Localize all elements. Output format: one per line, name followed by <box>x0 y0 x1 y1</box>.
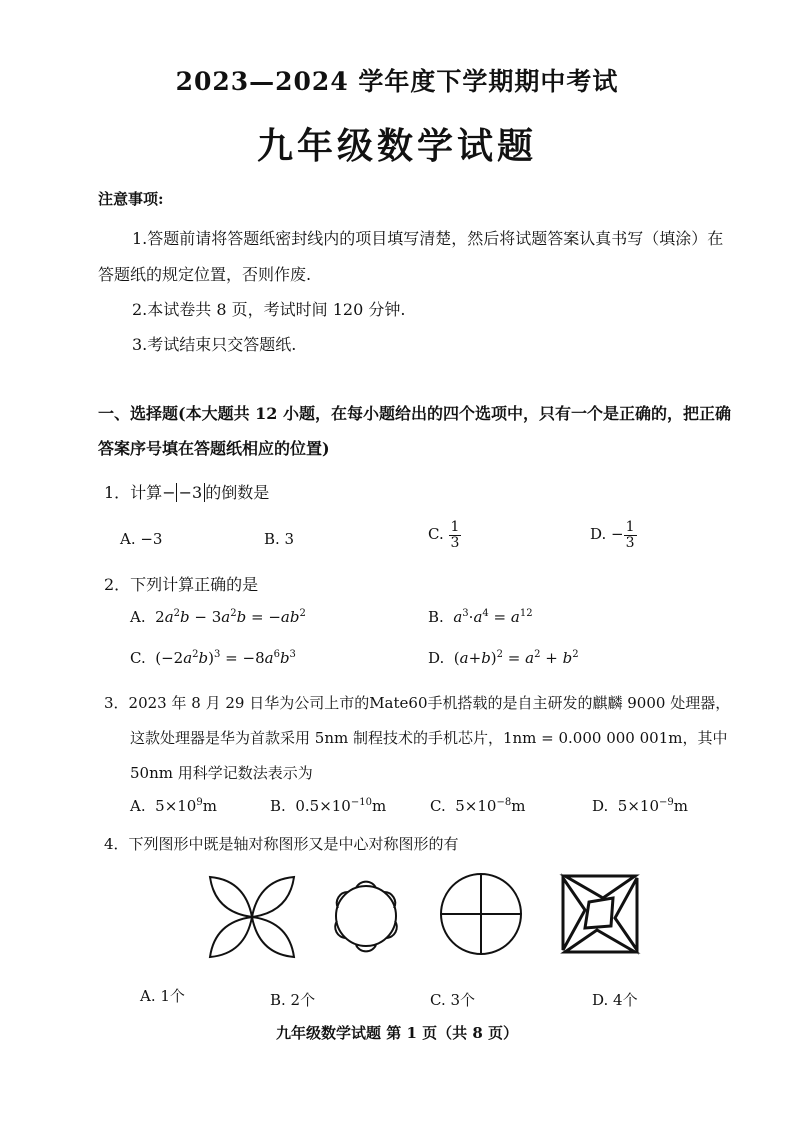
question-2-option-c: C. $(-2a^2b)^3 = -8a^6b^3$ <box>130 649 296 667</box>
pinwheel-figure <box>435 868 527 960</box>
question-1-option-a: A. −3 <box>120 530 163 548</box>
question-3-option-c: C. $5\times 10^{-8}m$ <box>430 797 526 815</box>
exam-title: 2023—2024 学年度下学期期中考试 <box>175 67 619 96</box>
question-3-line-1: 3．2023 年 8 月 29 日华为公司上市的Mate60手机搭载的是自主研发的麒麟 9000 处理器， <box>104 694 731 712</box>
question-4-stem: 4．下列图形中既是轴对称图形又是中心对称图形的有 <box>104 835 459 853</box>
rotated-triangles-figure <box>555 868 645 960</box>
notice-item-3: 3.考试结束只交答题纸. <box>132 335 297 354</box>
question-4-option-d: D. 4个 <box>592 991 638 1009</box>
question-3-option-a: A. $5\times 10^9m$ <box>130 797 217 815</box>
question-4-option-c: C. 3个 <box>430 991 476 1009</box>
scalloped-circle-figure <box>318 866 414 966</box>
question-3-line-2: 这款处理器是华为首款采用 5nm 制程技术的手机芯片，1nm = 0.000 000 001m，其中 <box>130 729 728 747</box>
question-2-option-a: A. $2a^2b - 3a^2b = -ab^2$ <box>130 608 306 626</box>
question-3-line-3: 50nm 用科学记数法表示为 <box>130 764 313 782</box>
question-1-option-b: B. 3 <box>264 530 295 548</box>
notice-heading: 注意事项: <box>98 190 164 208</box>
notice-item-1-line-1: 1.答题前请将答题纸密封线内的项目填写清楚，然后将试题答案认真书写（填涂）在 <box>132 229 724 248</box>
notice-item-2: 2.本试卷共 8 页，考试时间 120 分钟. <box>132 300 406 319</box>
question-3-option-d: D. $5\times 10^{-9}m$ <box>592 797 688 815</box>
question-2-option-d: D. $(a+b)^2 = a^2 + b^2$ <box>428 649 579 667</box>
question-1-option-c: C. $\frac{1}{3}$ <box>428 519 460 551</box>
exam-subtitle: 九年级数学试题 <box>256 125 537 167</box>
fraction: $\frac{1}{3}$ <box>450 519 460 551</box>
section-heading-line-1: 一、选择题(本大题共 12 小题，在每小题给出的四个选项中，只有一个是正确的，把正确 <box>98 404 731 423</box>
question-3-option-b: B. $0.5\times 10^{-10}m$ <box>270 797 387 815</box>
question-1-option-d: D. − $\frac{1}{3}$ <box>590 519 635 551</box>
question-4-option-b: B. 2个 <box>270 991 316 1009</box>
absolute-value: −3 <box>176 483 206 502</box>
notice-item-1-line-2: 答题纸的规定位置，否则作废. <box>98 265 312 284</box>
question-1-stem: 1．计算− −3 的倒数是 <box>104 483 270 502</box>
question-2-stem: 2．下列计算正确的是 <box>104 575 259 594</box>
section-heading-line-2: 答案序号填在答题纸相应的位置) <box>98 439 330 458</box>
page-footer: 九年级数学试题 第 1 页（共 8 页） <box>276 1024 518 1042</box>
four-petal-figure <box>205 872 299 962</box>
question-4-option-a: A. 1个 <box>140 987 185 1005</box>
question-2-option-b: B. $a^3\cdot a^4 = a^{12}$ <box>428 608 533 626</box>
fraction: $\frac{1}{3}$ <box>625 519 635 551</box>
